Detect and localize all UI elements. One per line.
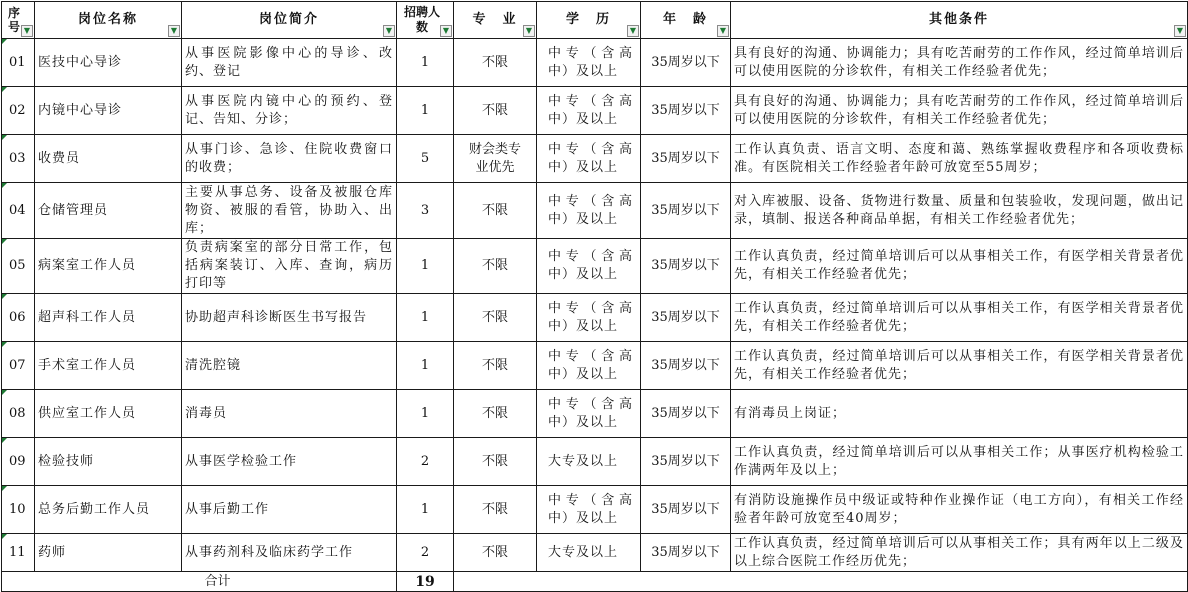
row-index-text: 01 <box>9 54 26 70</box>
row-age-text: 35周岁以下 <box>651 501 720 517</box>
row-age-text: 35周岁以下 <box>651 102 720 118</box>
row-age-text: 35周岁以下 <box>651 453 720 469</box>
table-row <box>2 390 1188 438</box>
row-other-text: 工作认真负责，经过简单培训后可以从事相关工作，有医学相关背景者优先，有相关工作经验者优先； <box>734 300 1184 334</box>
row-age-text: 35周岁以下 <box>651 544 720 560</box>
row-intro-text: 从事医院内镜中心的预约、登记、告知、分诊； <box>185 93 393 127</box>
row-major[interactable] <box>454 390 537 438</box>
filter-dropdown-icon[interactable]: ▼ <box>1174 25 1186 37</box>
header-age[interactable]: 年 龄 ▼ <box>641 2 731 39</box>
table-row <box>2 87 1188 135</box>
row-intro-text: 负责病案室的部分日常工作，包括病案装订、入库、查询，病历打印等 <box>185 240 393 291</box>
row-intro-text: 从事医学检验工作 <box>185 453 298 469</box>
row-age[interactable] <box>641 534 731 572</box>
recruitment-table <box>1 1 1188 592</box>
row-education[interactable] <box>537 39 641 87</box>
row-count[interactable] <box>397 294 454 342</box>
row-count-text: 1 <box>420 357 430 373</box>
row-major[interactable] <box>454 438 537 486</box>
row-other-text: 有消防设施操作员中级证或特种作业操作证（电工方向），有相关工作经验者年龄可放宽至40周岁； <box>734 492 1184 526</box>
row-count[interactable] <box>397 87 454 135</box>
row-other-text: 对入库被服、设备、货物进行数量、质量和包装验收，发现问题，做出记录，填制、报送各种商品单据，有相关工作经验者优先； <box>734 193 1184 227</box>
error-indicator-icon <box>2 390 7 395</box>
row-major[interactable] <box>454 294 537 342</box>
row-intro[interactable] <box>182 534 397 572</box>
row-major-text: 不限 <box>481 544 508 560</box>
row-education-text: 中专（含高中）及以上 <box>548 348 633 382</box>
row-major[interactable] <box>454 342 537 390</box>
row-other-text: 工作认真负责、语言文明、态度和蔼、熟练掌握收费程序和各项收费标准。有医院相关工作经验者年龄可放宽至55周岁； <box>734 141 1184 175</box>
row-other[interactable] <box>731 390 1188 438</box>
row-age-text: 35周岁以下 <box>651 150 720 166</box>
row-count-text: 1 <box>420 258 430 273</box>
row-position-text: 手术室工作人员 <box>38 357 137 373</box>
row-education[interactable] <box>537 342 641 390</box>
row-intro-text: 主要从事总务、设备及被服仓库物资、被服的看管，协助入、出库； <box>185 184 393 236</box>
row-other[interactable] <box>731 534 1188 572</box>
row-count[interactable] <box>397 239 454 294</box>
row-other[interactable] <box>731 183 1188 239</box>
row-index[interactable] <box>2 135 35 183</box>
filter-dropdown-icon[interactable]: ▼ <box>440 25 452 37</box>
row-age-text: 35周岁以下 <box>651 202 720 218</box>
row-index[interactable] <box>2 342 35 390</box>
row-intro[interactable] <box>182 135 397 183</box>
row-major-text: 不限 <box>481 102 508 118</box>
row-major-text: 不限 <box>481 453 508 469</box>
row-education-text: 中专（含高中）及以上 <box>548 93 633 127</box>
row-major-text: 不限 <box>481 202 508 218</box>
row-other-text: 工作认真负责，经过简单培训后可以从事相关工作；从事医疗机构检验工作满两年及以上； <box>734 444 1184 478</box>
row-count[interactable] <box>397 534 454 572</box>
row-age[interactable] <box>641 87 731 135</box>
row-intro[interactable] <box>182 294 397 342</box>
filter-dropdown-icon[interactable]: ▼ <box>21 25 33 37</box>
row-other[interactable] <box>731 239 1188 294</box>
row-index[interactable] <box>2 183 35 239</box>
header-other[interactable]: 其他条件 ▼ <box>731 2 1188 39</box>
row-other[interactable] <box>731 342 1188 390</box>
row-index-text: 10 <box>9 501 26 517</box>
row-education[interactable] <box>537 239 641 294</box>
row-intro[interactable] <box>182 87 397 135</box>
row-education-text: 中专（含高中）及以上 <box>548 396 633 430</box>
row-education-text: 大专及以上 <box>548 453 619 469</box>
row-intro-text: 从事医院影像中心的导诊、改约、登记 <box>185 45 393 79</box>
summary-empty <box>454 572 1188 592</box>
row-other-text: 具有良好的沟通、协调能力；具有吃苦耐劳的工作作风，经过简单培训后可以使用医院的分诊软件，有相关工作经验者优先； <box>734 93 1184 127</box>
row-education-text: 中专（含高中）及以上 <box>548 45 633 79</box>
row-major[interactable] <box>454 87 537 135</box>
row-count-text: 1 <box>420 405 430 421</box>
row-count[interactable] <box>397 438 454 486</box>
error-indicator-icon <box>2 135 7 140</box>
row-education[interactable] <box>537 534 641 572</box>
row-education[interactable] <box>537 87 641 135</box>
table-row <box>2 135 1188 183</box>
row-education-text: 中专（含高中）及以上 <box>548 141 633 175</box>
row-index[interactable] <box>2 39 35 87</box>
row-position-text: 病案室工作人员 <box>38 258 137 273</box>
row-intro[interactable] <box>182 390 397 438</box>
row-education[interactable] <box>537 486 641 534</box>
row-position-text: 仓储管理员 <box>38 202 109 218</box>
error-indicator-icon <box>2 534 7 539</box>
row-education[interactable] <box>537 135 641 183</box>
row-age-text: 35周岁以下 <box>651 309 720 325</box>
row-intro[interactable] <box>182 342 397 390</box>
row-intro-text: 协助超声科诊断医生书写报告 <box>185 309 368 325</box>
summary-row <box>2 572 1188 592</box>
row-age-text: 35周岁以下 <box>651 258 720 273</box>
row-count[interactable] <box>397 486 454 534</box>
header-count[interactable]: 招聘人数 ▼ <box>397 2 454 39</box>
row-position[interactable] <box>35 87 182 135</box>
row-age-text: 35周岁以下 <box>651 357 720 373</box>
row-intro-text: 从事门诊、急诊、住院收费窗口的收费； <box>185 141 393 175</box>
filter-dropdown-icon[interactable]: ▼ <box>523 25 535 37</box>
row-education-text: 中专（含高中）及以上 <box>548 492 633 526</box>
summary-label: 合计 <box>2 572 397 592</box>
row-other-text: 具有良好的沟通、协调能力；具有吃苦耐劳的工作作风，经过简单培训后可以使用医院的分诊软件，有相关工作经验者优先； <box>734 45 1184 79</box>
row-age[interactable] <box>641 486 731 534</box>
row-other[interactable] <box>731 39 1188 87</box>
row-position[interactable] <box>35 183 182 239</box>
row-education-text: 中专（含高中）及以上 <box>548 300 633 334</box>
row-count-text: 1 <box>420 309 430 325</box>
row-major-text: 不限 <box>481 501 508 517</box>
filter-dropdown-icon[interactable]: ▼ <box>383 25 395 37</box>
row-major-text: 不限 <box>481 258 508 273</box>
row-other-text: 有消毒员上岗证； <box>734 405 847 421</box>
header-major[interactable]: 专 业 ▼ <box>454 2 537 39</box>
row-index-text: 07 <box>9 357 26 373</box>
row-position-text: 供应室工作人员 <box>38 405 137 421</box>
row-position[interactable] <box>35 486 182 534</box>
row-intro-text: 消毒员 <box>185 405 228 421</box>
row-count-text: 1 <box>420 501 430 517</box>
row-major-text: 不限 <box>481 357 508 373</box>
row-age-text: 35周岁以下 <box>651 54 720 70</box>
row-major[interactable] <box>454 239 537 294</box>
row-other[interactable] <box>731 486 1188 534</box>
row-major[interactable] <box>454 534 537 572</box>
filter-dropdown-icon[interactable]: ▼ <box>168 25 180 37</box>
row-other-text: 工作认真负责，经过简单培训后可以从事相关工作；具有两年以上二级及以上综合医院工作经历优先； <box>734 535 1184 569</box>
row-position[interactable] <box>35 239 182 294</box>
header-row <box>2 2 1188 39</box>
row-age-text: 35周岁以下 <box>651 405 720 421</box>
row-intro-text: 从事后勤工作 <box>185 501 270 517</box>
row-major[interactable] <box>454 486 537 534</box>
row-position[interactable] <box>35 390 182 438</box>
row-index[interactable] <box>2 534 35 572</box>
row-intro[interactable] <box>182 239 397 294</box>
row-major[interactable] <box>454 39 537 87</box>
summary-total[interactable]: 19 <box>397 572 454 592</box>
error-indicator-icon <box>2 342 7 347</box>
row-intro[interactable] <box>182 486 397 534</box>
header-intro[interactable]: 岗位简介 ▼ <box>182 2 397 39</box>
row-index-text: 02 <box>9 102 26 118</box>
row-age[interactable] <box>641 390 731 438</box>
row-intro[interactable] <box>182 39 397 87</box>
row-education-text: 大专及以上 <box>548 544 619 560</box>
row-other[interactable] <box>731 294 1188 342</box>
row-index[interactable] <box>2 87 35 135</box>
row-intro-text: 清洗腔镜 <box>185 357 242 373</box>
row-count-text: 2 <box>420 453 430 469</box>
row-intro[interactable] <box>182 438 397 486</box>
row-position-text: 总务后勤工作人员 <box>38 501 151 517</box>
row-position-text: 医技中心导诊 <box>38 54 123 70</box>
row-index-text: 04 <box>9 202 26 218</box>
row-major[interactable] <box>454 183 537 239</box>
row-education[interactable] <box>537 438 641 486</box>
error-indicator-icon <box>2 239 7 244</box>
row-count[interactable] <box>397 390 454 438</box>
row-age[interactable] <box>641 39 731 87</box>
table-row <box>2 342 1188 390</box>
table-row <box>2 39 1188 87</box>
table-row <box>2 239 1188 294</box>
row-position[interactable] <box>35 135 182 183</box>
row-age[interactable] <box>641 438 731 486</box>
row-position-text: 内镜中心导诊 <box>38 102 123 118</box>
row-count[interactable] <box>397 342 454 390</box>
row-education-text: 中专（含高中）及以上 <box>548 193 633 227</box>
row-other-text: 工作认真负责，经过简单培训后可以从事相关工作，有医学相关背景者优先，有相关工作经验者优先； <box>734 348 1184 382</box>
error-indicator-icon <box>2 486 7 491</box>
row-intro-text: 从事药剂科及临床药学工作 <box>185 544 354 560</box>
row-education[interactable] <box>537 183 641 239</box>
row-other[interactable] <box>731 87 1188 135</box>
error-indicator-icon <box>2 294 7 299</box>
row-index-text: 11 <box>9 544 26 560</box>
row-major-text: 财会类专业优先 <box>468 141 521 175</box>
row-major-text: 不限 <box>481 405 508 421</box>
row-index[interactable] <box>2 294 35 342</box>
row-count-text: 3 <box>420 202 430 218</box>
row-index[interactable] <box>2 390 35 438</box>
row-index-text: 09 <box>9 453 26 469</box>
row-major[interactable] <box>454 135 537 183</box>
row-count-text: 5 <box>420 150 430 166</box>
error-indicator-icon <box>2 183 7 188</box>
row-intro[interactable] <box>182 183 397 239</box>
row-position-text: 药师 <box>38 544 67 560</box>
row-education-text: 中专（含高中）及以上 <box>548 249 633 282</box>
row-position[interactable] <box>35 534 182 572</box>
row-age[interactable] <box>641 294 731 342</box>
error-indicator-icon <box>2 39 7 44</box>
row-index[interactable] <box>2 486 35 534</box>
row-position-text: 超声科工作人员 <box>38 309 137 325</box>
table-body <box>2 39 1188 572</box>
row-index-text: 06 <box>9 309 26 325</box>
table-row <box>2 534 1188 572</box>
row-other[interactable] <box>731 135 1188 183</box>
table-row <box>2 486 1188 534</box>
row-count[interactable] <box>397 183 454 239</box>
row-other[interactable] <box>731 438 1188 486</box>
row-index-text: 05 <box>9 258 26 273</box>
row-position[interactable] <box>35 342 182 390</box>
row-count[interactable] <box>397 39 454 87</box>
row-index-text: 08 <box>9 405 26 421</box>
error-indicator-icon <box>2 87 7 92</box>
header-index[interactable]: 序号 ▼ <box>2 2 35 39</box>
row-count[interactable] <box>397 135 454 183</box>
row-position[interactable] <box>35 294 182 342</box>
row-count-text: 1 <box>420 54 430 70</box>
row-age[interactable] <box>641 239 731 294</box>
row-age[interactable] <box>641 183 731 239</box>
table-row <box>2 183 1188 239</box>
header-position[interactable]: 岗位名称 ▼ <box>35 2 182 39</box>
row-position[interactable] <box>35 39 182 87</box>
row-index-text: 03 <box>9 150 26 166</box>
row-index[interactable] <box>2 239 35 294</box>
row-position-text: 检验技师 <box>38 453 95 469</box>
table-row <box>2 438 1188 486</box>
row-education[interactable] <box>537 390 641 438</box>
header-education[interactable]: 学 历 ▼ <box>537 2 641 39</box>
filter-dropdown-icon[interactable]: ▼ <box>627 25 639 37</box>
row-education[interactable] <box>537 294 641 342</box>
row-position-text: 收费员 <box>38 150 81 166</box>
row-age[interactable] <box>641 342 731 390</box>
row-major-text: 不限 <box>481 54 508 70</box>
row-other-text: 工作认真负责，经过简单培训后可以从事相关工作，有医学相关背景者优先，有相关工作经验者优先； <box>734 249 1184 282</box>
row-index[interactable] <box>2 438 35 486</box>
row-count-text: 1 <box>420 102 430 118</box>
error-indicator-icon <box>2 438 7 443</box>
filter-dropdown-icon[interactable]: ▼ <box>717 25 729 37</box>
row-position[interactable] <box>35 438 182 486</box>
table-row <box>2 294 1188 342</box>
row-count-text: 2 <box>420 544 430 560</box>
row-age[interactable] <box>641 135 731 183</box>
row-major-text: 不限 <box>481 309 508 325</box>
